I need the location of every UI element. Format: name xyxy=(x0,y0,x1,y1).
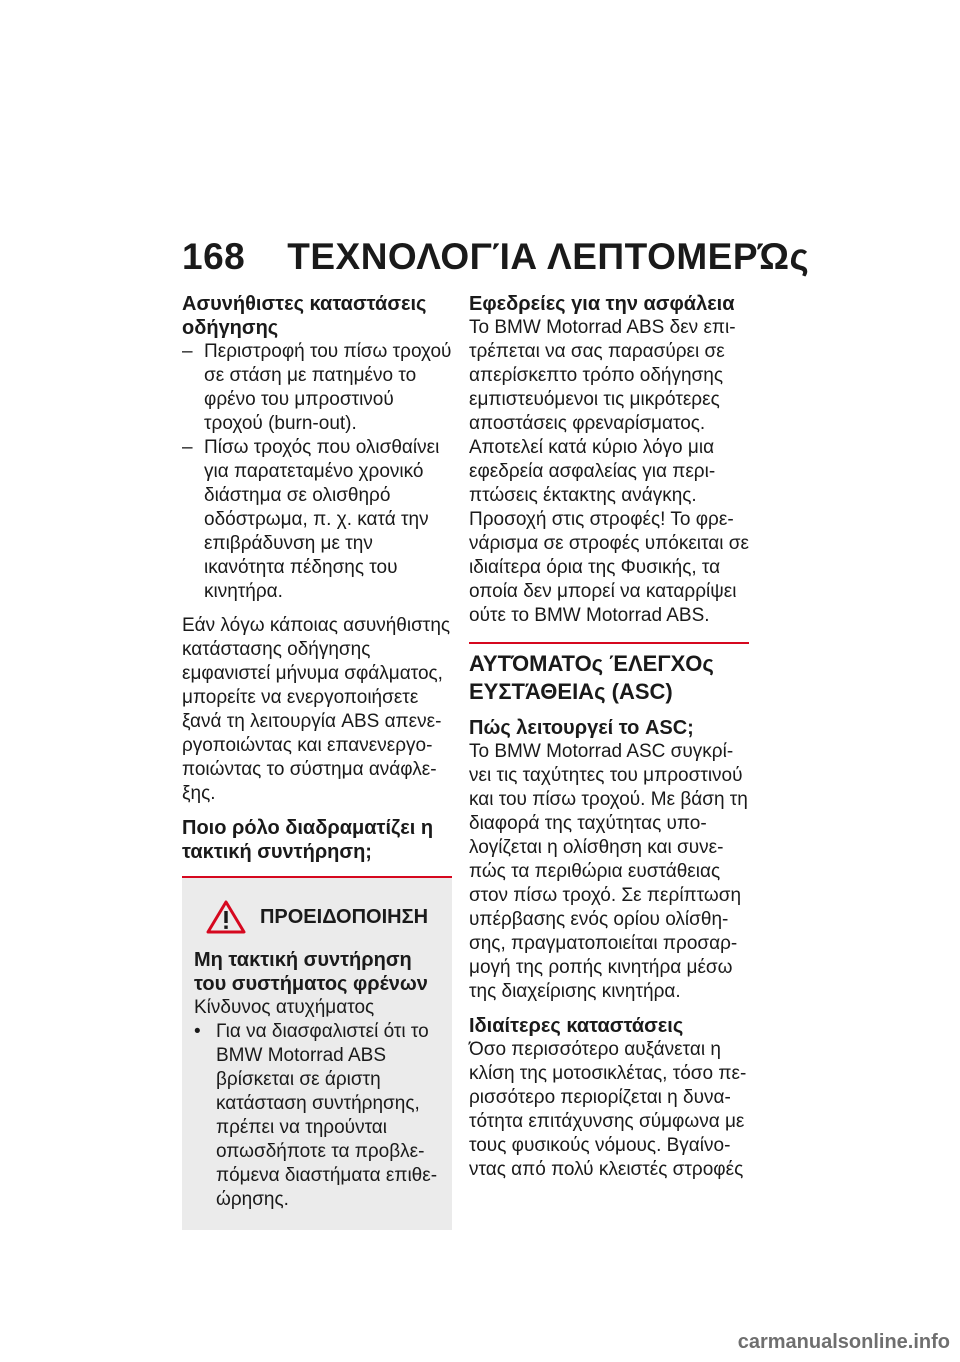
list-item-text: Πίσω τροχός που ολισθαίνει για παρατεταμένο χρονικό διάστημα σε ολισθηρό οδόστρωμα, π. χ. κατά την επιβράδυνση με την ικανότητα πέδησης του κινητήρα. xyxy=(204,437,440,602)
list-item-text: Περιστροφή του πίσω τροχού σε στάση με πατημένο το φρένο του μπροστινού τροχού (burn-out). xyxy=(204,341,452,434)
warning-title xyxy=(194,900,440,934)
heading-unusual-situations: Ασυνήθιστες καταστάσεις οδήγησης xyxy=(182,293,427,339)
warning-label: ΠΡΟΕΙΔΟΠΟΙΗΣΗ xyxy=(259,905,429,928)
situations-list xyxy=(182,340,452,604)
warning-heading: Μη τακτική συντήρηση του συστήματος φρένων xyxy=(194,949,428,995)
list-item xyxy=(182,436,452,604)
dash-mark: – xyxy=(182,341,193,362)
warning-triangle-icon xyxy=(206,900,246,934)
heading-safety-reserves: Εφεδρείες για την ασφάλεια xyxy=(469,293,735,315)
watermark: carmanualsonline.info xyxy=(737,1331,950,1353)
page-number: 168 xyxy=(182,236,246,277)
red-divider xyxy=(469,642,749,644)
warning-box xyxy=(182,878,452,1230)
chapter-title: ΤΕΧΝΟΛΟΓΊΑ ΛΕΠΤΟΜΕΡΏς xyxy=(287,236,810,277)
list-item xyxy=(182,340,452,436)
page-header xyxy=(182,236,809,278)
dash-mark: – xyxy=(182,437,193,458)
paragraph-asc-function: Το BMW Motorrad ASC συγκρίνει τις ταχύτητες του μπροστινού και του πίσω τροχού. Με βάση τη διαφορά της ταχύτητας υπολογίζεται η ολίσθηση και συνεπώς τα περιθώρια ευστάθειας στον πίσω τροχό. Σε περίπτωση υπέρβασης ενός ορίου ολίσθησης, πραγματοποιείται προσαρμογή της ροπής κινητήρα μέσω της διαχείρισης κινητήρα. xyxy=(469,741,748,1002)
bullet-mark: • xyxy=(194,1021,201,1042)
left-column xyxy=(182,292,452,1230)
paragraph-error-message: Εάν λόγω κάποιας ασυνήθιστης κατάστασης οδήγησης εμφανιστεί μήνυμα σφάλματος, μπορείτε να ενεργοποιήσετε ξανά τη λειτουργία ABS απενεργοποιώντας και επανενεργοποιώντας το σύστημα ανάφλεξης. xyxy=(182,615,451,804)
warning-bullet xyxy=(194,1020,440,1212)
right-column xyxy=(469,292,749,1182)
paragraph-lean-angle: Όσο περισσότερο αυξάνεται η κλίση της μοτοσικλέτας, τόσο περισσότερο περιορίζεται η δυνατότητα επιτάχυνσης σύμφωνα με τους φυσικούς νόμους. Βγαίνοντας από πολύ κλειστές στροφές xyxy=(469,1039,747,1180)
heading-maintenance: Ποιο ρόλο διαδραματίζει η τακτική συντήρηση; xyxy=(182,817,434,863)
heading-how-asc-works: Πώς λειτουργεί το ASC; xyxy=(469,717,694,739)
warning-subtitle: Κίνδυνος ατυχήματος xyxy=(194,997,375,1018)
section-title-asc: ΑΥΤΌΜΑΤΟς ΈΛΕΓΧΟς ΕΥΣΤΆΘΕΙΑς (ASC) xyxy=(469,651,714,704)
paragraph-abs-reserve: Το BMW Motorrad ABS δεν επιτρέπεται να σας παρασύρει σε απερίσκεπτο τρόπο οδήγησης εμπιστευόμενοι τις μικρότερες αποστάσεις φρεναρίσματος. Αποτελεί κατά κύριο λόγο μια εφεδρεία ασφαλείας για περιπτώσεις έκτακτης ανάγκης. Προσοχή στις στροφές! Το φρενάρισμα σε στροφές υπόκειται σε ιδιαίτερα όρια της Φυσικής, τα οποία δεν μπορεί να καταρρίψει ούτε το BMW Motorrad ABS. xyxy=(469,317,749,626)
warning-bullet-text: Για να διασφαλιστεί ότι το BMW Motorrad ABS βρίσκεται σε άριστη κατάσταση συντήρησης, πρέπει να τηρούνται οπωσδήποτε τα προβλεπόμενα διαστήματα επιθεώρησης. xyxy=(216,1021,438,1210)
heading-special-situations: Ιδιαίτερες καταστάσεις xyxy=(469,1015,684,1037)
